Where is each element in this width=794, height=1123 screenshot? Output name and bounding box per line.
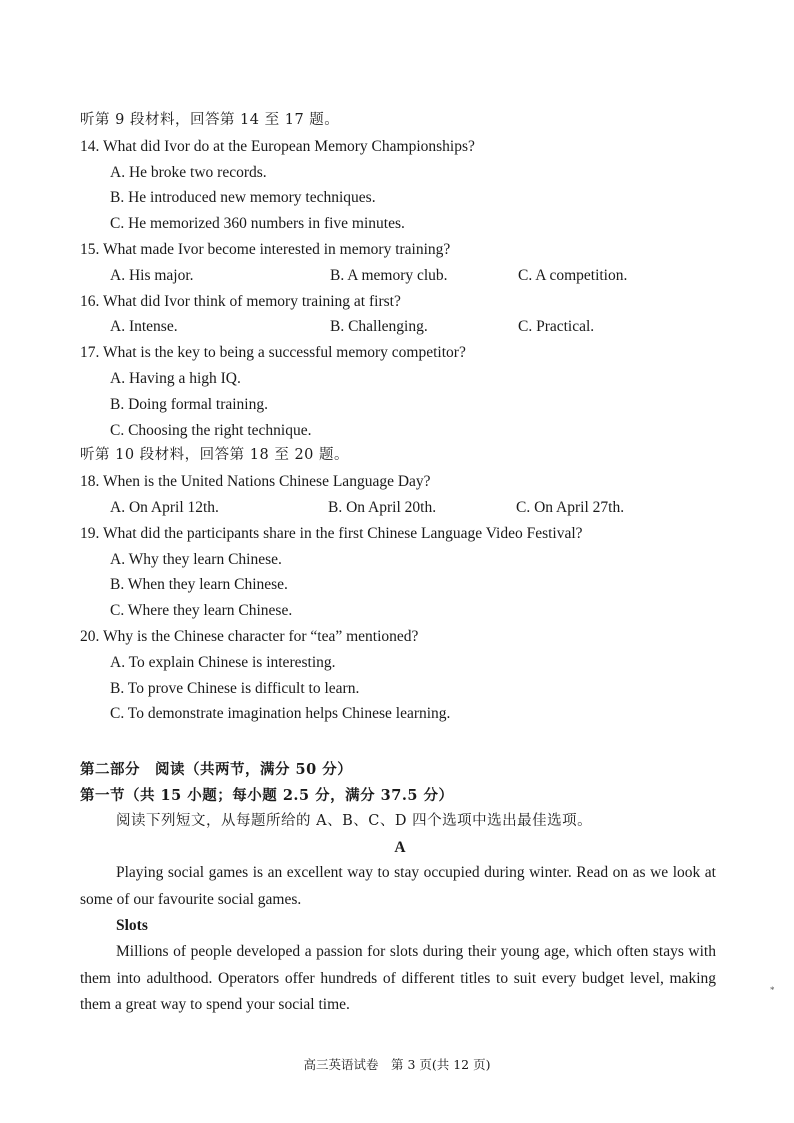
q17-option-c: C. Choosing the right technique. (110, 421, 312, 439)
page-footer: 高三英语试卷 第 3 页(共 12 页) (303, 1057, 491, 1072)
q15-option-c: C. A competition. (518, 266, 628, 284)
q18-option-a: A. On April 12th. (110, 498, 219, 516)
slots-heading: Slots (116, 917, 148, 935)
passage-label: A (394, 838, 406, 856)
q14-option-b: B. He introduced new memory techniques. (110, 189, 376, 207)
q17-option-b: B. Doing formal training. (110, 395, 268, 413)
intro-paragraph: Playing social games is an excellent way to stay occupied during winter. Read on as we look at some of our favourite social games. (80, 864, 716, 908)
reading-instruction: 阅读下列短文，从每题所给的 A、B、C、D 四个选项中选出最佳选项。 (116, 812, 593, 829)
q14-option-c: C. He memorized 360 numbers in five minutes. (110, 215, 405, 233)
q15-stem: 15. What made Ivor become interested in memory training? (80, 240, 451, 258)
q16-options (80, 314, 720, 340)
q20-option-c: C. To demonstrate imagination helps Chinese learning. (110, 705, 451, 723)
reading-section-title: 第一节（共 15 小题；每小题 2.5 分，满分 37.5 分） (80, 786, 454, 804)
q14-stem: 14. What did Ivor do at the European Memory Championships? (80, 137, 475, 155)
exam-page (80, 108, 720, 1019)
q17-option-a: A. Having a high IQ. (110, 369, 241, 387)
q19-option-b: B. When they learn Chinese. (110, 576, 288, 594)
q18-stem: 18. When is the United Nations Chinese Language Day? (80, 473, 431, 491)
q19-option-c: C. Where they learn Chinese. (110, 602, 293, 620)
q18-options (80, 495, 720, 521)
q17-stem: 17. What is the key to being a successful memory competitor? (80, 344, 466, 362)
section-gap (80, 727, 720, 757)
q15-option-b: B. A memory club. (330, 266, 448, 284)
q16-option-a: A. Intense. (110, 318, 178, 336)
q20-stem: 20. Why is the Chinese character for “tea” mentioned? (80, 627, 419, 645)
reading-part-title: 第二部分 阅读（共两节，满分 50 分） (80, 761, 353, 779)
q20-option-a: A. To explain Chinese is interesting. (110, 653, 336, 671)
q19-stem: 19. What did the participants share in the first Chinese Language Video Festival? (80, 524, 583, 542)
q14-option-a: A. He broke two records. (110, 163, 267, 181)
q18-option-b: B. On April 20th. (328, 498, 437, 516)
q15-options (80, 263, 720, 289)
q16-option-c: C. Practical. (518, 318, 595, 336)
q19-option-a: A. Why they learn Chinese. (110, 550, 282, 568)
q16-option-b: B. Challenging. (330, 318, 428, 336)
q16-stem: 16. What did Ivor think of memory training at first? (80, 292, 401, 310)
stray-mark: * (770, 985, 775, 995)
section9-intro: 听第 9 段材料，回答第 14 至 17 题。 (80, 112, 340, 128)
section10-intro: 听第 10 段材料，回答第 18 至 20 题。 (80, 447, 350, 464)
q18-option-c: C. On April 27th. (516, 498, 625, 516)
q15-option-a: A. His major. (110, 266, 194, 284)
q20-option-b: B. To prove Chinese is difficult to learn. (110, 679, 360, 697)
slots-paragraph: Millions of people developed a passion for slots during their young age, which often stays with them into adulthood. Operators offer hundreds of different titles to suit every budget level, making them a great way to spend your social time. (80, 943, 716, 1014)
